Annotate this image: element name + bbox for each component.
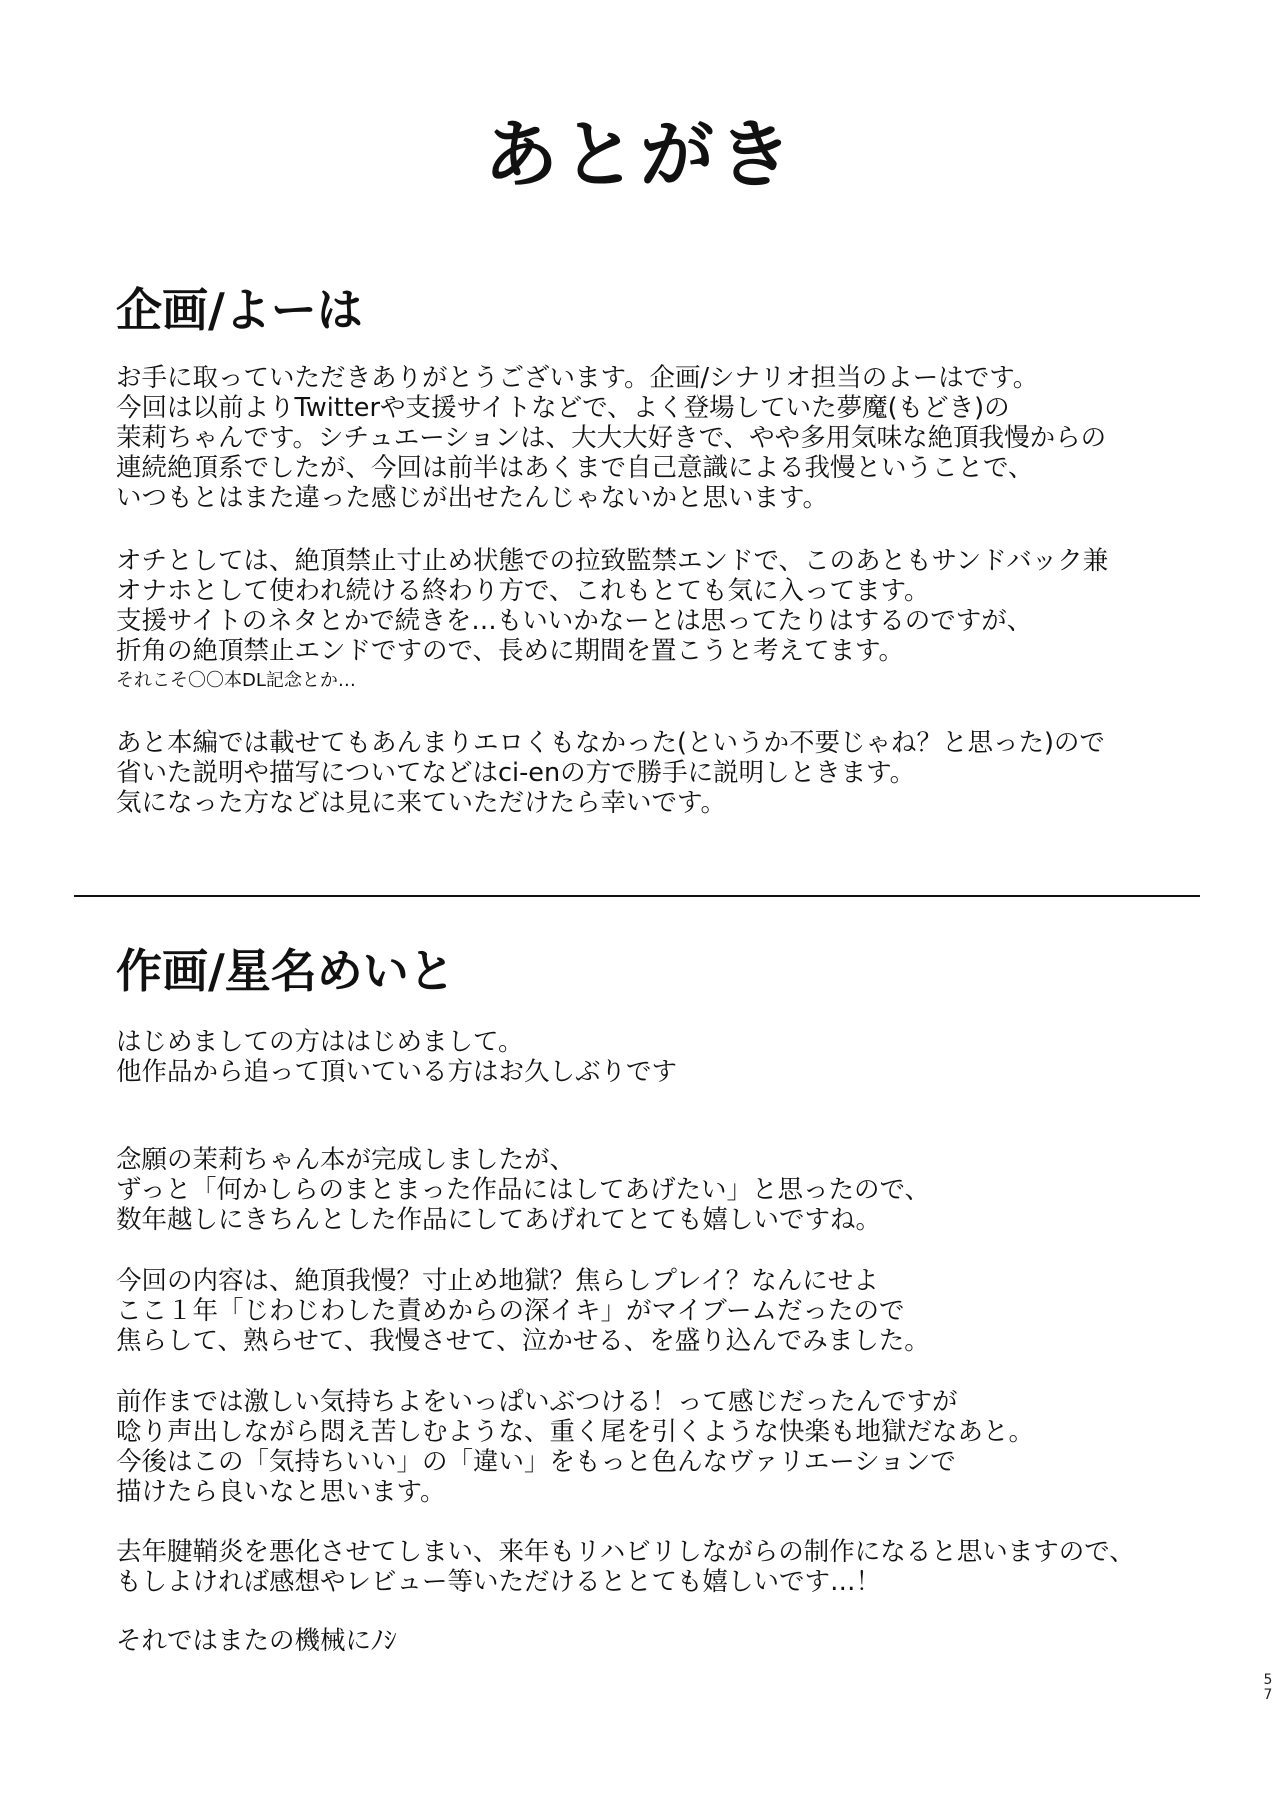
text-line: 数年越しにきちんとした作品にしてあげれてとても嬉しいですね。 bbox=[116, 1205, 882, 1235]
text-line: 描けたら良いなと思います。 bbox=[116, 1477, 446, 1507]
text-line: 焦らして、熟らせて、我慢させて、泣かせる、を盛り込んでみました。 bbox=[116, 1326, 930, 1356]
section-heading-planning: 企画/よーは bbox=[116, 283, 363, 337]
text-line: 去年腱鞘炎を悪化させてしまい、来年もリハビリしながらの制作になると思いますので、 bbox=[116, 1537, 1135, 1567]
text-line: 唸り声出しながら悶え苦しむような、重く尾を引くような快楽も地獄だなあと。 bbox=[116, 1417, 1035, 1447]
text-line: お手に取っていただきありがとうございます。企画/シナリオ担当のよーはです。 bbox=[116, 363, 1039, 393]
text-line: ずっと「何かしらのまとまった作品にはしてあげたい」と思ったので、 bbox=[116, 1175, 930, 1205]
text-line: 今回の内容は、絶頂我慢？寸止め地獄？焦らしプレイ？なんにせよ bbox=[116, 1266, 879, 1296]
text-line: 支援サイトのネタとかで続きを…もいいかなーとは思ってたりはするのですが、 bbox=[116, 606, 1033, 636]
paragraph bbox=[116, 1537, 1135, 1597]
page-title: あとがき bbox=[484, 112, 796, 198]
text-line: 省いた説明や描写についてなどはci-enの方で勝手に説明しときます。 bbox=[116, 758, 916, 788]
paragraph bbox=[116, 1266, 930, 1356]
page-number bbox=[1262, 1673, 1274, 1703]
text-line: もしよければ感想やレビュー等いただけるととても嬉しいです…！ bbox=[116, 1567, 882, 1597]
text-line: 念願の茉莉ちゃん本が完成しましたが、 bbox=[116, 1145, 576, 1175]
text-line: いつもとはまた違った感じが出せたんじゃないかと思います。 bbox=[116, 483, 828, 513]
text-line: ここ１年「じわじわした責めからの深イキ」がマイブームだったので bbox=[116, 1296, 905, 1326]
text-line: 折角の絶頂禁止エンドですので、長めに期間を置こうと考えてます。 bbox=[116, 636, 904, 666]
paragraph bbox=[116, 1387, 1034, 1507]
text-line: あと本編では載せてもあんまりエロくもなかった(というか不要じゃね？と思った)ので bbox=[116, 728, 1105, 758]
page-number-digit: 7 bbox=[1263, 1687, 1273, 1703]
text-line: オチとしては、絶頂禁止寸止め状態での拉致監禁エンドで、このあともサンドバック兼 bbox=[116, 546, 1109, 576]
text-line: 気になった方などは見に来ていただけたら幸いです。 bbox=[116, 788, 726, 818]
paragraph bbox=[116, 546, 1108, 696]
text-line: 連続絶頂系でしたが、今回は前半はあくまで自己意識による我慢ということで、 bbox=[116, 453, 1034, 483]
text-line-small: それこそ〇〇本DL記念とか… bbox=[116, 670, 356, 691]
paragraph bbox=[116, 1145, 930, 1235]
paragraph bbox=[116, 728, 1105, 818]
page-number-digit: 5 bbox=[1263, 1672, 1273, 1688]
text-line: それではまたの機械にﾉｼ bbox=[116, 1626, 397, 1656]
text-line: 前作までは激しい気持ちよをいっぱいぶつける！って感じだったんですが bbox=[116, 1387, 958, 1417]
section-heading-artwork: 作画/星名めいと bbox=[116, 944, 455, 998]
text-line: オナホとして使われ続ける終わり方で、これもとても気に入ってます。 bbox=[116, 576, 930, 606]
text-line: はじめましての方ははじめまして。 bbox=[116, 1027, 524, 1057]
paragraph bbox=[116, 1626, 397, 1656]
text-line: 今回は以前よりTwitterや支援サイトなどで、よく登場していた夢魔(もどき)の bbox=[116, 393, 1010, 423]
text-line: 他作品から追って頂いている方はお久しぶりです bbox=[116, 1057, 678, 1087]
section-divider bbox=[74, 895, 1200, 897]
paragraph bbox=[116, 363, 1106, 513]
text-line: 茉莉ちゃんです。シチュエーションは、大大大好きで、やや多用気味な絶頂我慢からの bbox=[116, 423, 1107, 453]
paragraph bbox=[116, 1027, 677, 1087]
text-line: 今後はこの「気持ちいい」の「違い」をもっと色んなヴァリエーションで bbox=[116, 1447, 956, 1477]
